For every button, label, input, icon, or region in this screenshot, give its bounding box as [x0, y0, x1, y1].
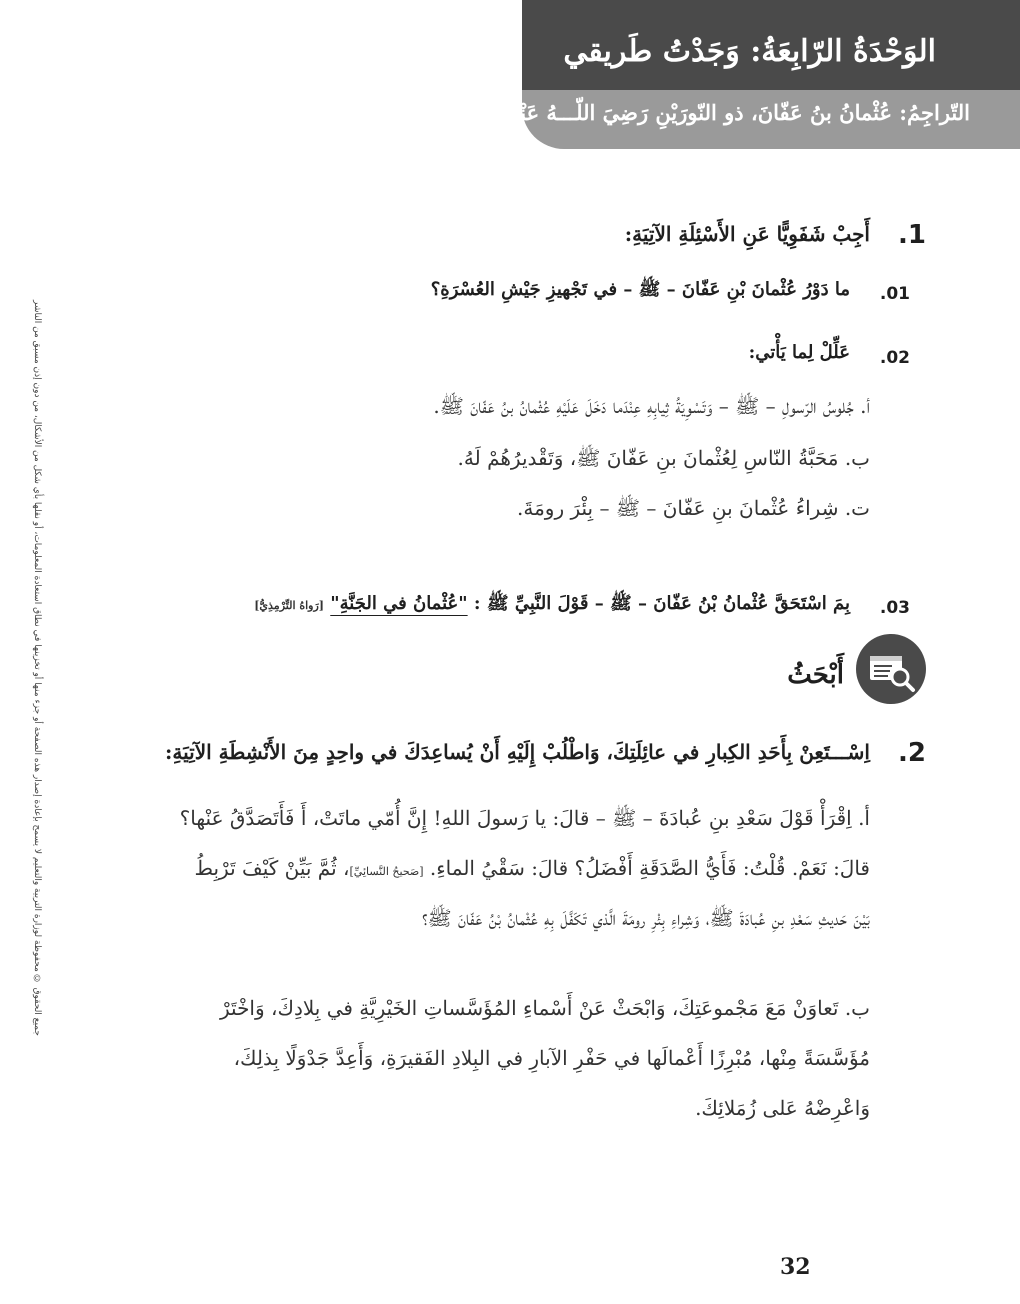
question-1-item-03-number: 03.	[879, 598, 910, 618]
question-1-number: 1.	[898, 220, 926, 250]
activity-b-line-3: وَاعْرِضْهُ عَلى زُمَلائِكَ.	[695, 1096, 870, 1120]
question-1-item-01-number: 01.	[879, 284, 910, 304]
activity-a-line-3: بَيْنَ حَديثِ سَعْدِ بنِ عُبادَةَ ﷺ، وَشِراءِ بِئْرِ رومَةَ الَّذي تَكَفَّلَ بِهِ عُثْمانُ بْنُ عَفّانَ ﷺ؟	[421, 906, 870, 930]
question-1-text: أَجِبْ شَفَوِيًّا عَنِ الأَسْئِلَةِ الآتِيَةِ:	[624, 222, 870, 246]
page-number: 32	[780, 1254, 811, 1280]
research-icon	[856, 634, 926, 704]
question-2-number: 2.	[898, 738, 926, 768]
reason-a: أ. جُلوسُ الرّسولِ – ﷺ – وَتَسْوِيَةُ ثِيابِهِ عِنْدَما دَخَلَ عَلَيْهِ عُثْمانُ بنُ عَفّانَ ﷺ.	[433, 394, 870, 418]
activity-b-line-1: ب. تَعاوَنْ مَعَ مَجْموعَتِكَ، وَابْحَثْ عَنْ أَسْماءِ المُؤَسَّساتِ الخَيْرِيَّةِ في بِلادِكَ، وَاخْتَرْ	[220, 996, 870, 1020]
hadith-source: [صَحيحُ النَّسائِيِّ]	[349, 865, 424, 878]
quote-source: [رَواهُ التِّرْمِذِيُّ]	[254, 599, 324, 612]
question-1-item-02-number: 02.	[879, 348, 910, 368]
activity-a-line-2: قالَ: نَعَمْ. قُلْتُ: فَأَيُّ الصَّدَقَةِ أَفْضَلُ؟ قالَ: سَقْيُ الماءِ. [صَحيحُ النَّسائِيِّ]، ثُمَّ بَيِّنْ كَيْفَ تَرْبِطُ	[194, 856, 870, 880]
research-label: أَبْحَثُ	[787, 660, 844, 690]
copyright-note: جميع الحقوق © محفوظة لوزارة التربية والتعليم لا يسمح بإعادة إصدار هذه الصفحة أو جزء منها أو تخزينها في نطاق استعادة المعلومات، أو نقلها بأي شكل من الأشكال، من دون إذن مسبق من الناشر	[32, 300, 42, 1036]
lesson-title: التّراجِمُ: عُثْمانُ بنُ عَفّانَ، ذو النّورَيْنِ رَضِيَ اللّـــهُ عَنْهُ	[509, 100, 970, 125]
activity-a-line-1: أ. اِقْرَأْ قَوْلَ سَعْدِ بنِ عُبادَةَ – ﷺ – قالَ: يا رَسولَ اللهِ! إِنَّ أُمّي ماتَتْ، أَ فَأَتَصَدَّقُ عَنْها؟	[179, 806, 870, 830]
question-2-text: اِسْـــتَعِنْ بِأَحَدِ الكِبارِ في عائِلَتِكَ، وَاطْلُبْ إِلَيْهِ أَنْ يُساعِدَكَ في واحِدٍ مِنَ الأَنْشِطَةِ الآتِيَةِ:	[165, 740, 870, 764]
question-1-item-01-text: ما دَوْرُ عُثْمانَ بْنِ عَفّانَ – ﷺ – في تَجْهيزِ جَيْشِ العُسْرَةِ؟	[430, 279, 850, 300]
question-1-item-03-text: بِمَ اسْتَحَقَّ عُثْمانُ بْنُ عَفّانَ – ﷺ – قَوْلَ النَّبِيِّ ﷺ : "عُثْمانُ في الجَنَّةِ" [رَواهُ التِّرْمِذِيُّ]	[254, 593, 850, 614]
reason-b: ب. مَحَبَّةُ النّاسِ لِعُثْمانَ بنِ عَفّانَ ﷺ، وَتَقْديرُهُمْ لَهُ.	[457, 446, 870, 470]
question-1-item-02-text: عَلِّلْ لِما يَأْتي:	[748, 342, 850, 363]
reason-c: ت. شِراءُ عُثْمانَ بنِ عَفّانَ – ﷺ – بِئْرَ رومَةَ.	[517, 496, 870, 520]
unit-title: الوَحْدَةُ الرّابِعَةُ: وَجَدْتُ طَريقي	[563, 34, 936, 69]
activity-b-line-2: مُؤَسَّسَةً مِنْها، مُبْرِزًا أَعْمالَها في حَفْرِ الآبارِ في البِلادِ الفَقيرَةِ، وَأَعِدَّ جَدْوَلًا بِذلِكَ،	[233, 1046, 870, 1070]
quote-uthman-in-paradise: "عُثْمانُ في الجَنَّةِ"	[330, 593, 468, 614]
